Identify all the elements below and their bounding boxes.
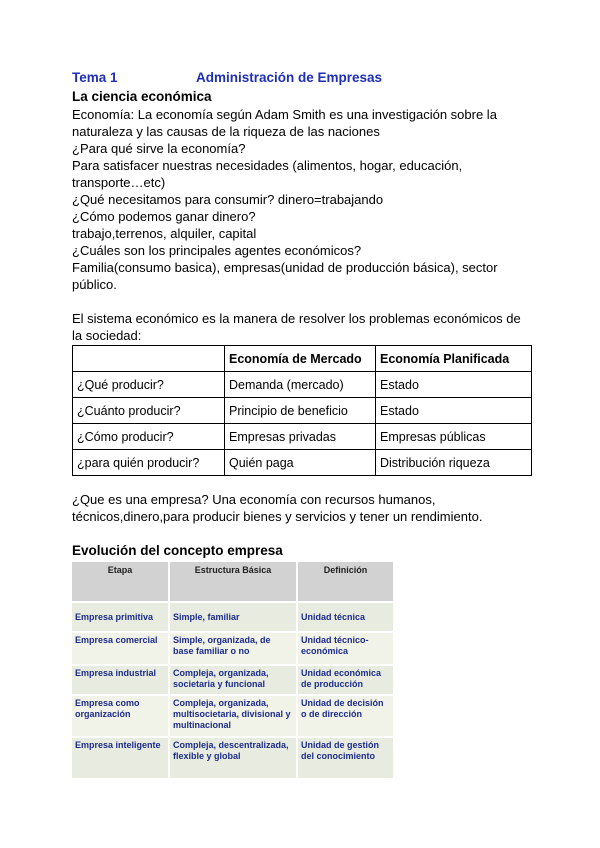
evolution-title: Evolución del concepto empresa <box>72 543 283 558</box>
evo-row <box>72 633 395 666</box>
table-header-cell <box>73 346 225 372</box>
evo-row <box>72 666 395 696</box>
table-cell: Principio de beneficio <box>225 398 376 424</box>
evo-cell: Simple, organizada, de base familiar o no <box>170 633 298 666</box>
table-row <box>73 372 532 398</box>
paragraph-factores: trabajo,terrenos, alquiler, capital <box>72 226 257 241</box>
evo-cell: Unidad de decisión o de dirección <box>298 696 395 738</box>
evo-header-row <box>72 562 395 603</box>
evo-cell: Empresa inteligente <box>72 738 170 780</box>
evo-cell: Simple, familiar <box>170 603 298 633</box>
subject-title: Administración de Empresas <box>196 70 383 85</box>
evo-cell: Empresa comercial <box>72 633 170 666</box>
document-header <box>72 70 532 88</box>
table-cell: Empresas públicas <box>376 424 532 450</box>
paragraph-para-que: ¿Para qué sirve la economía? <box>72 141 246 156</box>
table-cell: Empresas privadas <box>225 424 376 450</box>
table-cell: Quién paga <box>225 450 376 476</box>
paragraph-consumir: ¿Qué necesitamos para consumir? dinero=trabajando <box>72 192 384 207</box>
evo-header-cell: Estructura Básica <box>170 562 298 603</box>
evo-cell: Empresa como organización <box>72 696 170 738</box>
table-row <box>73 450 532 476</box>
table-cell: ¿Cómo producir? <box>73 424 225 450</box>
paragraph-economia: Economía: La economía según Adam Smith es una investigación sobre la naturaleza y las causas de la riqueza de las naciones <box>72 107 497 139</box>
paragraph-agentes: ¿Cuáles son los principales agentes económicos? <box>72 243 362 258</box>
evolution-table <box>72 562 395 780</box>
evo-row <box>72 696 395 738</box>
evo-header-cell: Definición <box>298 562 395 603</box>
section-title: La ciencia económica <box>72 89 212 104</box>
table-row <box>73 398 532 424</box>
table-cell: Estado <box>376 372 532 398</box>
evo-cell: Compleja, organizada, multisocietaria, divisional y multinacional <box>170 696 298 738</box>
topic-number: Tema 1 <box>72 70 118 85</box>
table-cell: ¿para quién producir? <box>73 450 225 476</box>
table-header-cell: Economía Planificada <box>376 346 532 372</box>
evo-row <box>72 738 395 780</box>
evo-cell: Unidad técnica <box>298 603 395 633</box>
evo-row <box>72 603 395 633</box>
evo-header-cell: Etapa <box>72 562 170 603</box>
paragraph-necesidades: Para satisfacer nuestras necesidades (alimentos, hogar, educación, transporte…etc) <box>72 158 463 190</box>
evo-cell: Unidad técnico-económica <box>298 633 395 666</box>
paragraph-familia: Familia(consumo basica), empresas(unidad de producción básica), sector público. <box>72 260 498 292</box>
table-cell: Estado <box>376 398 532 424</box>
evo-cell: Compleja, organizada, societaria y funcional <box>170 666 298 696</box>
table-cell: Distribución riqueza <box>376 450 532 476</box>
evo-cell: Unidad económica de producción <box>298 666 395 696</box>
economic-systems-table <box>72 345 532 476</box>
paragraph-empresa: ¿Que es una empresa? Una economía con recursos humanos, técnicos,dinero,para producir bienes y servicios y tener un rendimiento. <box>72 492 483 524</box>
evo-cell: Unidad de gestión del conocimiento <box>298 738 395 780</box>
paragraph-sistema: El sistema económico es la manera de resolver los problemas económicos de la sociedad: <box>72 311 521 343</box>
table-cell: ¿Cuánto producir? <box>73 398 225 424</box>
table-cell: ¿Qué producir? <box>73 372 225 398</box>
evo-cell: Compleja, descentralizada, flexible y global <box>170 738 298 780</box>
table-header-row <box>73 346 532 372</box>
table-cell: Demanda (mercado) <box>225 372 376 398</box>
paragraph-ganar-dinero: ¿Cómo podemos ganar dinero? <box>72 209 256 224</box>
evo-cell: Empresa industrial <box>72 666 170 696</box>
table-header-cell: Economía de Mercado <box>225 346 376 372</box>
evo-cell: Empresa primitiva <box>72 603 170 633</box>
table-row <box>73 424 532 450</box>
document-page <box>72 70 532 780</box>
